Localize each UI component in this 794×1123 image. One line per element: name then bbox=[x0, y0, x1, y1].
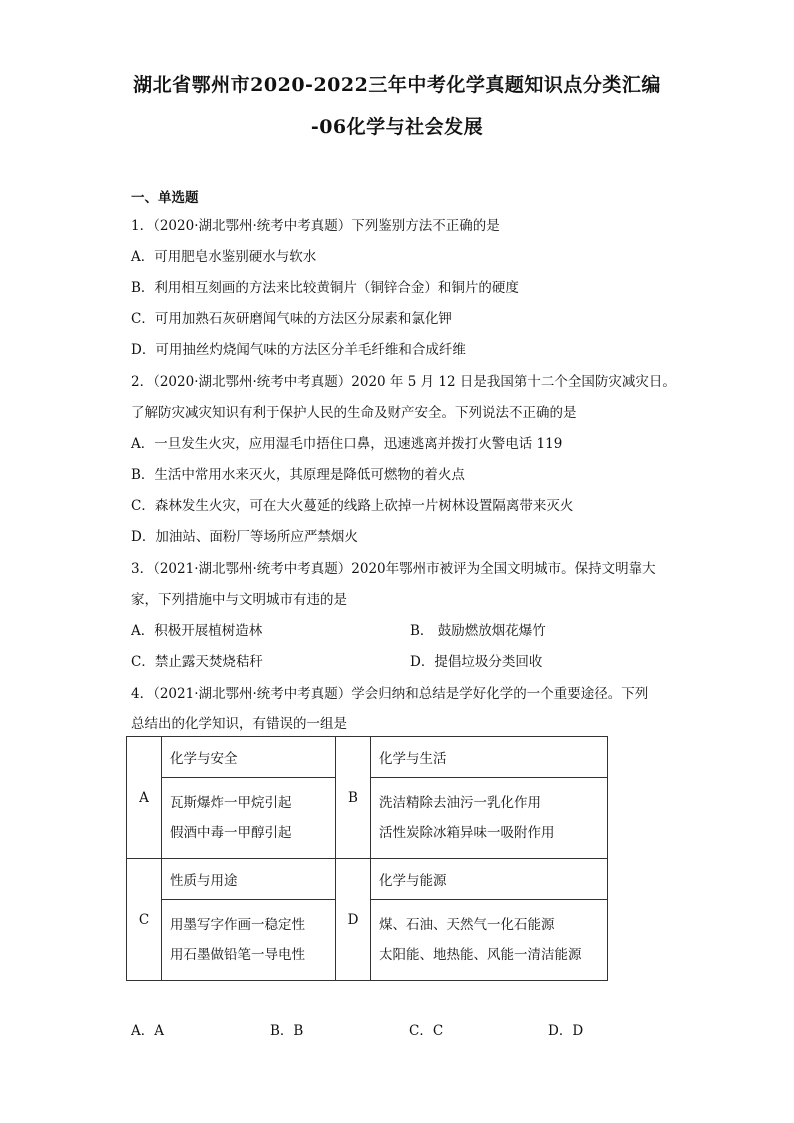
q4-answer-c: C．C bbox=[409, 1023, 444, 1039]
table-a-line2: 假酒中毒一甲醇引起 bbox=[170, 825, 292, 841]
table-c-line1: 用墨写字作画一稳定性 bbox=[170, 917, 305, 933]
table-b-line1: 洗洁精除去油污一乳化作用 bbox=[379, 795, 541, 811]
table-body-d bbox=[371, 900, 608, 981]
q2-option-b: B．生活中常用水来灭火，其原理是降低可燃物的着火点 bbox=[131, 467, 465, 483]
table-body-a bbox=[162, 778, 336, 859]
q4-stem-line1: 4．（2021·湖北鄂州·统考中考真题）学会归纳和总结是学好化学的一个重要途径。下列 bbox=[131, 686, 649, 702]
q2-option-d: D．加油站、面粉厂等场所应严禁烟火 bbox=[131, 529, 358, 545]
q3-option-d: D．提倡垃圾分类回收 bbox=[410, 654, 543, 670]
q1-option-a: A．可用肥皂水鉴别硬水与软水 bbox=[131, 249, 317, 265]
table-d-line1: 煤、石油、天然气一化石能源 bbox=[379, 917, 555, 933]
q3-option-c: C．禁止露天焚烧秸秆 bbox=[131, 654, 263, 670]
table-a-line1: 瓦斯爆炸一甲烷引起 bbox=[170, 795, 292, 811]
document-title-line2: -06化学与社会发展 bbox=[310, 116, 484, 138]
table-b-line2: 活性炭除冰箱异味一吸附作用 bbox=[379, 825, 555, 841]
table-head-c: 性质与用途 bbox=[162, 859, 336, 900]
q3-stem-line2: 家，下列措施中与文明城市有违的是 bbox=[131, 592, 347, 608]
q2-option-c: C．森林发生火灾，可在大火蔓延的线路上砍掉一片树林设置隔离带来灭火 bbox=[131, 498, 574, 514]
table-letter-a: A bbox=[127, 737, 162, 859]
table-head-a: 化学与安全 bbox=[162, 737, 336, 778]
table-letter-b: B bbox=[336, 737, 371, 859]
q2-option-a: A．一旦发生火灾，应用湿毛巾捂住口鼻，迅速逃离并拨打火警电话 119 bbox=[131, 436, 563, 452]
q4-answer-a: A．A bbox=[131, 1023, 164, 1039]
document-title-line1: 湖北省鄂州市2020-2022三年中考化学真题知识点分类汇编 bbox=[133, 74, 661, 96]
q3-stem-line1: 3．（2021·湖北鄂州·统考中考真题）2020年鄂州市被评为全国文明城市。保持文明靠大 bbox=[131, 561, 656, 577]
q4-stem-line2: 总结出的化学知识，有错误的一组是 bbox=[131, 716, 347, 732]
table-body-c bbox=[162, 900, 336, 981]
q1-option-d: D．可用抽丝灼烧闻气味的方法区分羊毛纤维和合成纤维 bbox=[131, 342, 466, 358]
table-c-line2: 用石墨做铅笔一导电性 bbox=[170, 947, 305, 963]
q1-stem: 1．（2020·湖北鄂州·统考中考真题）下列鉴别方法不正确的是 bbox=[131, 218, 500, 234]
table-head-b: 化学与生活 bbox=[371, 737, 608, 778]
section-heading: 一、单选题 bbox=[131, 190, 199, 206]
q3-option-a: A．积极开展植树造林 bbox=[131, 623, 263, 639]
q4-answer-d: D．D bbox=[548, 1023, 584, 1039]
table-body-b bbox=[371, 778, 608, 859]
q4-answer-b: B．B bbox=[270, 1023, 304, 1039]
table-letter-d: D bbox=[336, 859, 371, 981]
q2-stem-line2: 了解防灾减灾知识有利于保护人民的生命及财产安全。下列说法不正确的是 bbox=[131, 405, 577, 421]
q1-option-b: B．利用相互刻画的方法来比较黄铜片（铜锌合金）和铜片的硬度 bbox=[131, 280, 519, 296]
table-letter-c: C bbox=[127, 859, 162, 981]
table-d-line2: 太阳能、地热能、风能一清洁能源 bbox=[379, 947, 582, 963]
q4-choice-table bbox=[126, 736, 608, 981]
q3-option-b: B． 鼓励燃放烟花爆竹 bbox=[410, 623, 546, 639]
table-head-d: 化学与能源 bbox=[371, 859, 608, 900]
q2-stem-line1: 2．（2020·湖北鄂州·统考中考真题）2020 年 5 月 12 日是我国第十二个全国防灾减灾日。 bbox=[131, 374, 676, 390]
q1-option-c: C．可用加熟石灰研磨闻气味的方法区分尿素和氯化钾 bbox=[131, 311, 452, 327]
